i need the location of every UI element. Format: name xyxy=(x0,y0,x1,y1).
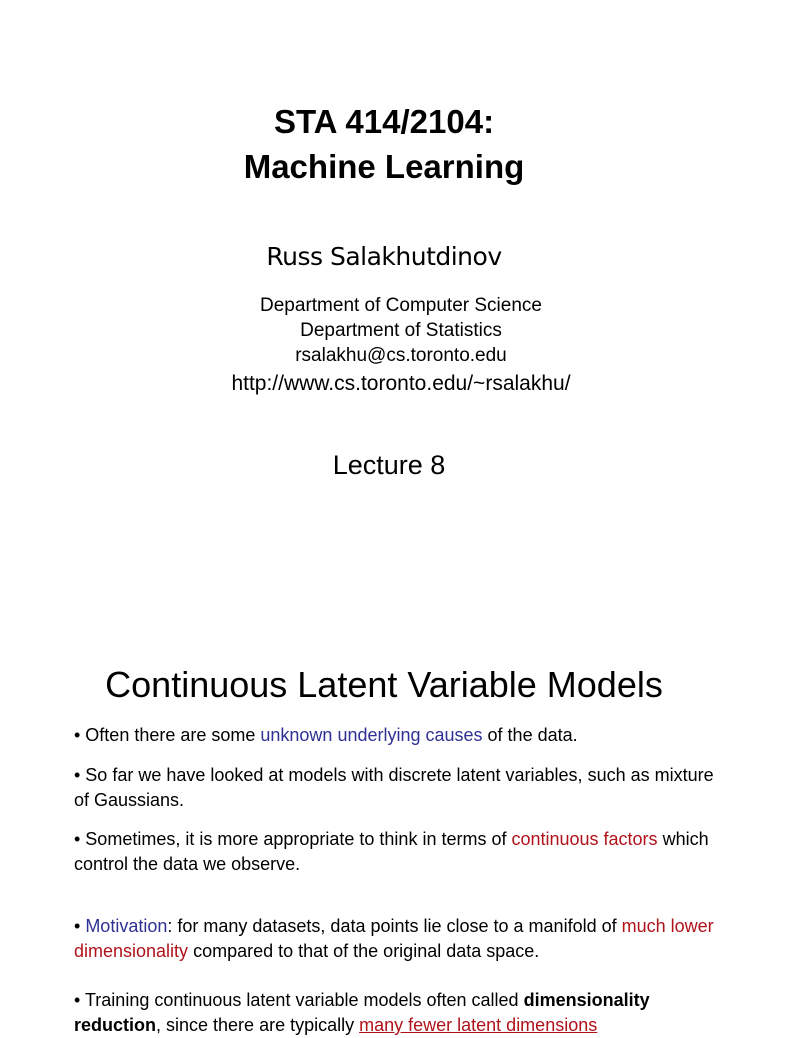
author-email: rsalakhu@cs.toronto.edu xyxy=(295,345,507,366)
highlight-text: continuous factors xyxy=(511,829,658,849)
highlight-text: much lower dimensionality xyxy=(74,916,714,961)
bullet-text: of the data. xyxy=(482,725,578,745)
bullet-text: • Training continuous latent variable models often called xyxy=(74,990,524,1010)
author-url: http://www.cs.toronto.edu/~rsalakhu/ xyxy=(231,372,571,395)
lecture-number: Lecture 8 xyxy=(332,450,446,480)
content-slide xyxy=(0,610,768,1035)
bullet-text: • xyxy=(74,916,86,936)
bullet-text: : for many datasets, data points lie close to a manifold of xyxy=(167,916,622,936)
motivation-label: Motivation xyxy=(85,916,168,936)
highlight-text: many fewer latent dimensions xyxy=(359,1015,598,1035)
department-cs: Department of Computer Science xyxy=(260,295,542,316)
bullet-text: , since there are typically xyxy=(156,1015,360,1035)
bullet-text: • Often there are some xyxy=(74,725,261,745)
author-name: Russ Salakhutdinov xyxy=(266,242,502,271)
bullet-unknown-causes xyxy=(74,723,714,748)
slide-title: Continuous Latent Variable Models xyxy=(105,664,663,705)
department-stats: Department of Statistics xyxy=(300,320,502,341)
course-name: Machine Learning xyxy=(243,148,525,185)
bullet-motivation xyxy=(74,914,714,964)
bullet-continuous-factors xyxy=(74,827,714,877)
course-code: STA 414/2104: xyxy=(273,103,495,140)
bullet-text: which control the data we observe. xyxy=(74,829,709,874)
bullet-dimensionality-reduction xyxy=(74,988,714,1038)
bullet-discrete-models xyxy=(74,763,714,813)
bullet-text: • Sometimes, it is more appropriate to think in terms of xyxy=(74,829,512,849)
highlight-text: unknown underlying causes xyxy=(260,725,483,745)
bullet-text: • So far we have looked at models with discrete latent variables, such as mixture of Gaussians. xyxy=(74,765,714,810)
bullet-text: compared to that of the original data space. xyxy=(188,941,540,961)
bold-term: dimensionality reduction xyxy=(74,990,650,1035)
